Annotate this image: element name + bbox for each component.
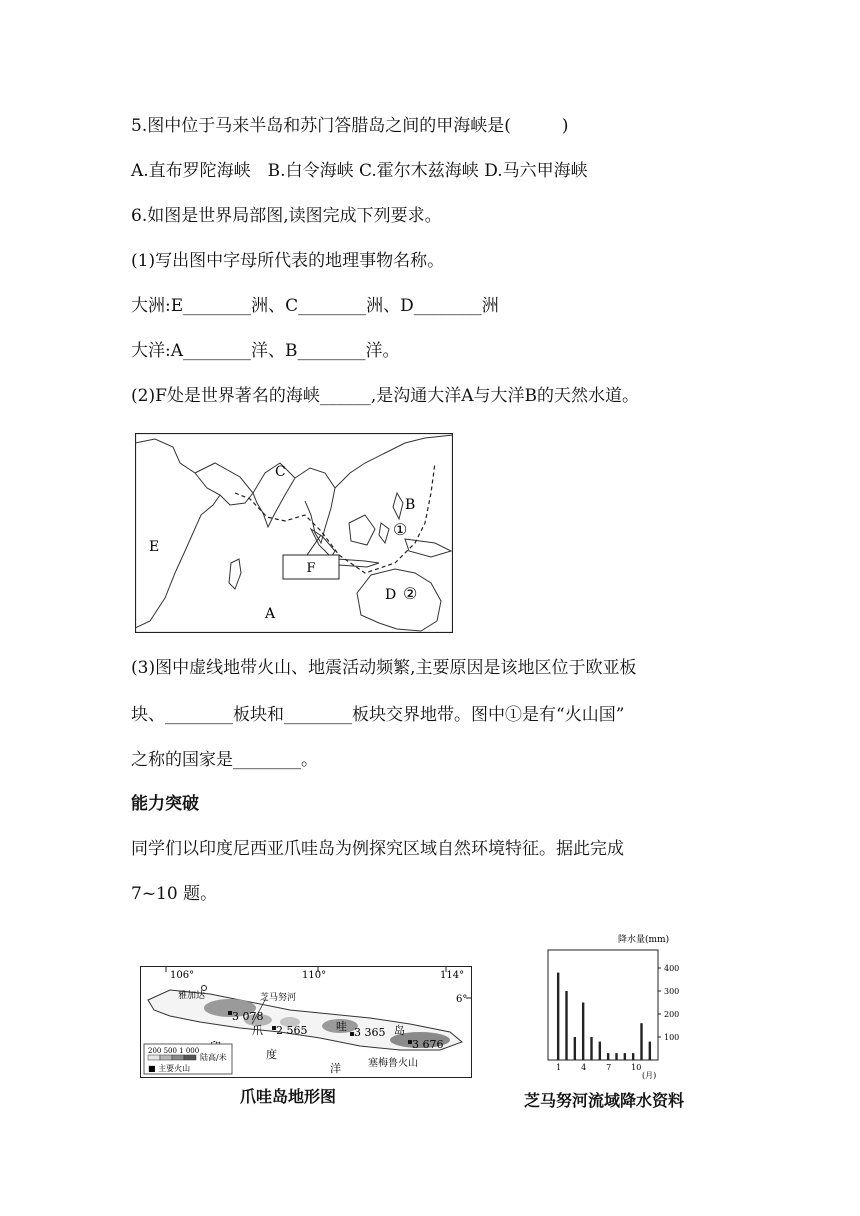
section-title: 能力突破 — [131, 794, 199, 814]
elevation-label-2: 2 565 — [276, 1024, 308, 1037]
x-tick-label: 7 — [606, 1063, 612, 1072]
label-e: E — [149, 539, 160, 555]
label-c: C — [275, 464, 286, 480]
rainfall-bar — [574, 1037, 576, 1060]
rainfall-bar — [607, 1053, 609, 1060]
island-char-wa: 哇 — [336, 1020, 347, 1033]
java-map-caption: 爪哇岛地形图 — [240, 1087, 337, 1106]
x-tick-label: 1 — [556, 1063, 562, 1072]
rainfall-bar — [565, 991, 567, 1060]
rainfall-bar — [624, 1053, 626, 1060]
question-6-continents: 大洲:E________洲、C________洲、D________洲 — [131, 296, 499, 316]
elevation-label-4: 3 676 — [412, 1038, 444, 1051]
legend-swatch-4 — [184, 1055, 196, 1060]
rainfall-bar — [599, 1042, 601, 1060]
question-6-part3-line3: 之称的国家是________。 — [131, 750, 318, 770]
x-tick-label: 10 — [631, 1063, 642, 1072]
label-circle-1: ① — [393, 520, 408, 539]
rainfall-bar — [590, 1037, 592, 1060]
question-6-part2: (2)F处是世界著名的海峡______,是沟通大洋A与大洋B的天然水道。 — [131, 386, 640, 406]
river-label: 芝马努河 — [260, 993, 297, 1003]
ocean-char-yang: 洋 — [330, 1062, 341, 1075]
label-f: F — [306, 561, 316, 576]
island-char-zhao: 爪 — [252, 1024, 263, 1037]
world-map — [135, 433, 453, 633]
island-char-dao: 岛 — [394, 1024, 405, 1037]
section-intro-line1: 同学们以印度尼西亚爪哇岛为例探究区域自然环境特征。据此完成 — [131, 839, 624, 859]
question-5-options: A.直布罗陀海峡 B.白令海峡 C.霍尔木兹海峡 D.马六甲海峡 — [131, 161, 588, 181]
rainfall-bar — [632, 1053, 634, 1060]
y-tick-label: 200 — [664, 1010, 680, 1019]
lat-6-label: 6° — [456, 994, 468, 1005]
lon-114-label: 114° — [440, 970, 465, 981]
legend-swatch-2 — [160, 1055, 172, 1060]
elevation-label-1: 3 078 — [232, 1010, 264, 1023]
chart-caption: 芝马努河流域降水资料 — [524, 1091, 685, 1110]
y-tick-label: 300 — [664, 987, 680, 996]
label-d: D — [385, 587, 397, 603]
lon-110-label: 110° — [302, 970, 327, 981]
ocean-char-du: 度 — [266, 1048, 277, 1061]
legend-volcano: ■ 主要火山 — [148, 1064, 191, 1073]
legend-scale-values: 200 500 1 000 — [148, 1047, 200, 1055]
question-6-part1: (1)写出图中字母所代表的地理事物名称。 — [131, 251, 445, 271]
legend-swatch-3 — [172, 1055, 184, 1060]
rainfall-bar — [557, 973, 559, 1060]
rainfall-bar — [615, 1053, 617, 1060]
legend-swatch-1 — [148, 1055, 160, 1060]
java-topographic-map — [140, 966, 472, 1078]
elevation-label-3: 3 365 — [354, 1026, 386, 1039]
label-b: B — [405, 497, 416, 513]
y-tick-label: 400 — [664, 964, 680, 973]
question-6-part3-line1: (3)图中虚线地带火山、地震活动频繁,主要原因是该地区位于欧亚板 — [131, 658, 637, 678]
rainfall-bar-chart — [518, 928, 718, 1084]
rainfall-bar — [582, 1003, 584, 1061]
x-tick-label: 4 — [581, 1063, 587, 1072]
question-6-part3-line2: 块、________板块和________板块交界地带。图中①是有“火山国” — [131, 705, 625, 725]
lon-106-label: 106° — [170, 970, 195, 981]
question-6-stem: 6.如图是世界局部图,读图完成下列要求。 — [131, 206, 442, 226]
rainfall-bar — [649, 1042, 651, 1060]
jakarta-label: 雅加达 — [178, 991, 206, 1001]
question-6-oceans: 大洋:A________洋、B________洋。 — [131, 341, 400, 361]
label-circle-2: ② — [403, 584, 418, 603]
chart-xlabel: (月) — [642, 1071, 657, 1080]
rainfall-bar — [640, 1023, 642, 1060]
question-5-stem: 5.图中位于马来半岛和苏门答腊岛之间的甲海峡是( ) — [131, 116, 569, 136]
legend-elevation-unit: 陆高/米 — [200, 1053, 227, 1062]
semeru-volcano-label: 塞梅鲁火山 — [368, 1058, 418, 1069]
section-intro-line2: 7~10 题。 — [131, 884, 218, 904]
y-tick-label: 100 — [664, 1033, 680, 1042]
label-a: A — [265, 606, 276, 622]
chart-ylabel: 降水量(mm) — [618, 935, 670, 945]
